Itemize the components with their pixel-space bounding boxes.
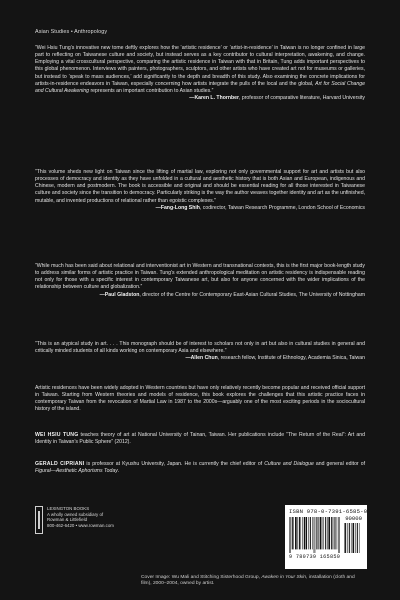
- book-description: Artistic residences have been widely adopted in Western countries but have only relatively recently become popular and received official support in Taiwan. Starting from Western theories and models of residence, this book explores the challenges that this artistic practice faces in contemporary Taiwan from the revocation of Martial Law in 1987 to the 2000s—arguably one of the most exciting periods in the sociocultural history of the island.: [35, 385, 365, 413]
- isbn-number: ISBN 978-0-7391-6585-0: [289, 508, 368, 515]
- series-label: Asian Studies • Anthropology: [35, 29, 108, 35]
- quote-text: “This is an atypical study in art. . . . This monograph should be of interest to scholars not only in art but also in cultural studies in general and critically minded students of all kinds working on contemporary Asia and elsewhere.”: [35, 341, 365, 355]
- publisher-info: [47, 506, 114, 529]
- reviewer-affiliation: , research fellow, Institute of Ethnology, Academia Sinica, Taiwan: [217, 355, 365, 362]
- review-quote-1: [35, 45, 365, 102]
- editor-name: GERALD CIPRIANI: [35, 461, 85, 467]
- cover-image-credit: Cover Image: Wu Mali and Stitching Sisterhood Group, Awaken in Your Skin, installation (cloth and film), 2000–2004, owned by artist.: [141, 575, 355, 587]
- publisher-contact: 800-462-6420 • www.rowman.com: [47, 523, 114, 529]
- quote-attribution: [35, 292, 365, 299]
- quote-text: “While much has been said about relational and interventionist art in Western and transnational contexts, this is the first major book-length study to address similar forms of artistic practice in Taiwan. Tung’s extended anthropological meditation on artistic residency is indispensable reading not only for those with a specific interest in contemporary Taiwanese art, but also for anyone concerned with the wider implications of the relationship between culture and globalization.”: [35, 263, 365, 291]
- quote-attribution: [35, 355, 365, 362]
- publisher-block: [35, 506, 114, 546]
- quote-text: “This volume sheds new light on Taiwan since the lifting of martial law, exploring not only governmental support for art and artists but also processes of democracy and identity as they have unfolded in a cultural and aesthetic history that is both Asian and European, indigenous and Chinese, modern and postmodern. The book is accessible and original and should be essential reading for all those interested in Taiwanese culture and society since the transition to democracy. Particularly striking is the way the author weaves together identity and art as the unfinished, mutable, and invented productions of relational rather than egoistic complexes.”: [35, 169, 365, 204]
- barcode-bars-icon: [289, 517, 341, 553]
- addon-barcode-bars-icon: [344, 523, 360, 553]
- reviewer-affiliation: , director of the Centre for Contemporary East-Asian Cultural Studies, The University of Nottingham: [139, 291, 365, 298]
- reviewer-affiliation: , codirector, Taiwan Research Programme, London School of Economics: [199, 204, 365, 211]
- publisher-logo-icon: [35, 506, 43, 534]
- editor-bio: GERALD CIPRIANI is professor at Kyushu University, Japan. He is currently the chief editor of Culture and Dialogue and general editor of Figural—Aesthetic Aphorisms Today.: [35, 461, 366, 475]
- artwork-title: Awaken in Your Skin: [261, 575, 307, 580]
- review-quote-4: [35, 341, 365, 362]
- author-bio: WEI HSIU TUNG teaches theory of art at National University of Tainan, Taiwan. Her publications include “The Return of the Real”: Art and Identity in Taiwan’s Public Sphere” (2012).: [35, 432, 365, 446]
- author-name: WEI HSIU TUNG: [35, 432, 79, 438]
- reviewer-affiliation: , professor of comparative literature, Harvard University: [239, 95, 365, 102]
- review-quote-2: [35, 169, 365, 212]
- review-quote-3: [35, 263, 365, 299]
- publisher-name: LEXINGTON BOOKS: [47, 506, 90, 511]
- reviewer-name: —Fang-Long Shih: [155, 204, 200, 211]
- publisher-line: Rowman & Littlefield: [47, 517, 88, 523]
- book-title-italic: Art for Social Change and Cultural Awakening: [35, 80, 365, 94]
- quote-text: “Wei Hsiu Tung’s innovative new tome deftly explores how the ‘artistic residence’ or ‘artist-in-residence’ in Taiwan is no longer confined in large part to reflecting on Taiwanese culture and society, but instead serves as a key contributor to cultural interpretation, awakening, and change. Employing a vital crosscultural perspective, comparing the artistic residence in Taiwan with that in Britain, Tung adds important perspectives to this global phenomenon. Interviews with painters, photographers, sculptors, and other artists who have created art not for museums or galleries, but instead to ‘speak to mass audiences,’ add significantly to the depth and breadth of this study. Also examining the concrete implications for artists-in-residence endeavors in Taiwan, especially concerning how artists integrate the pulls of the local and the global, Art for Social Change and Cultural Awakening represents an important contribution to Asian studies.”: [35, 45, 365, 94]
- quote-attribution: [35, 95, 365, 102]
- barcode-digits: 9 780739 165850: [289, 554, 341, 560]
- isbn-barcode: [285, 505, 367, 569]
- reviewer-name: —Allen Chun: [185, 355, 218, 362]
- quote-attribution: [35, 205, 365, 212]
- reviewer-name: —Karen L. Thornber: [189, 95, 239, 102]
- barcode-addon-number: 90000: [345, 515, 362, 522]
- reviewer-name: —Paul Gladston: [99, 291, 140, 298]
- publisher-line: A wholly owned subsidiary of: [47, 511, 104, 517]
